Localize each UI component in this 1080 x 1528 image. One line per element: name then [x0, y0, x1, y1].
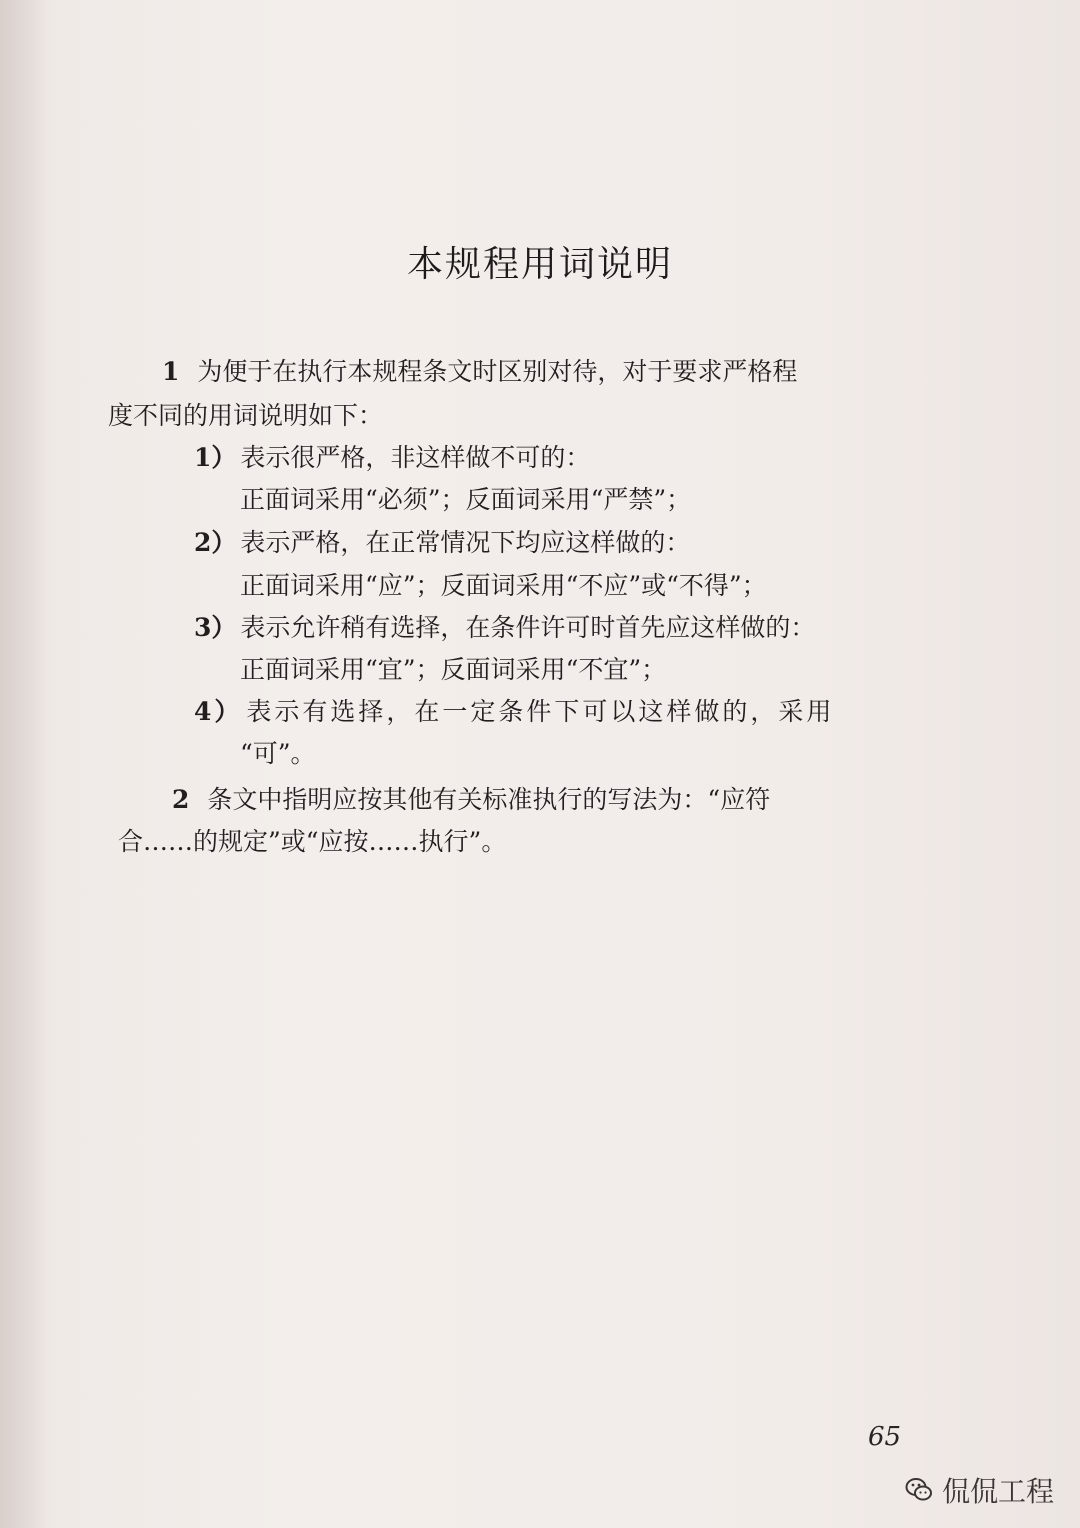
watermark-label: 侃侃工程 [942, 1475, 1055, 1508]
clause-number: 1 [162, 357, 180, 386]
page-number: 65 [868, 1422, 902, 1452]
clause-text: 正面词采用“宜”；反面词采用“不宜”； [240, 655, 667, 684]
clause-text: 表示很严格，非这样做不可的： [240, 443, 591, 472]
clause-number: 1） [194, 443, 237, 472]
wechat-icon [904, 1475, 934, 1505]
clause-line [240, 736, 316, 772]
clause-text: 正面词采用“应”；反面词采用“不应”或“不得”； [240, 571, 767, 600]
clause-text: 度不同的用词说明如下： [108, 401, 384, 430]
clause-text: “可”。 [240, 739, 316, 768]
clause-line [240, 568, 767, 604]
clause-line [194, 440, 590, 476]
clause-line [194, 525, 690, 561]
watermark [904, 1470, 1054, 1510]
clause-number: 4） [194, 697, 243, 726]
clause-text: 表示允许稍有选择，在条件许可时首先应这样做的： [240, 613, 816, 642]
clause-line [240, 482, 691, 518]
clause-line [194, 694, 834, 730]
clause-line [118, 824, 506, 860]
clause-text: 合……的规定”或“应按……执行”。 [118, 827, 507, 856]
clause-text: 条文中指明应按其他有关标准执行的写法为：“应符 [207, 785, 771, 814]
clause-text: 表示严格，在正常情况下均应这样做的： [240, 528, 691, 557]
clause-number: 2） [194, 528, 237, 557]
clause-line [108, 398, 383, 434]
clause-line [240, 652, 666, 688]
clause-text: 为便于在执行本规程条文时区别对待，对于要求严格程 [197, 357, 798, 386]
clause-line [194, 610, 815, 646]
clause-line [172, 782, 770, 818]
clause-number: 3） [194, 613, 237, 642]
clause-number: 2 [172, 785, 190, 814]
page-title: 本规程用词说明 [406, 244, 673, 285]
page-binding-shadow [0, 0, 48, 1528]
clause-line [162, 354, 797, 390]
clause-text: 正面词采用“必须”；反面词采用“严禁”； [240, 485, 692, 514]
clause-text: 表示有选择，在一定条件下可以这样做的，采用 [246, 697, 835, 726]
